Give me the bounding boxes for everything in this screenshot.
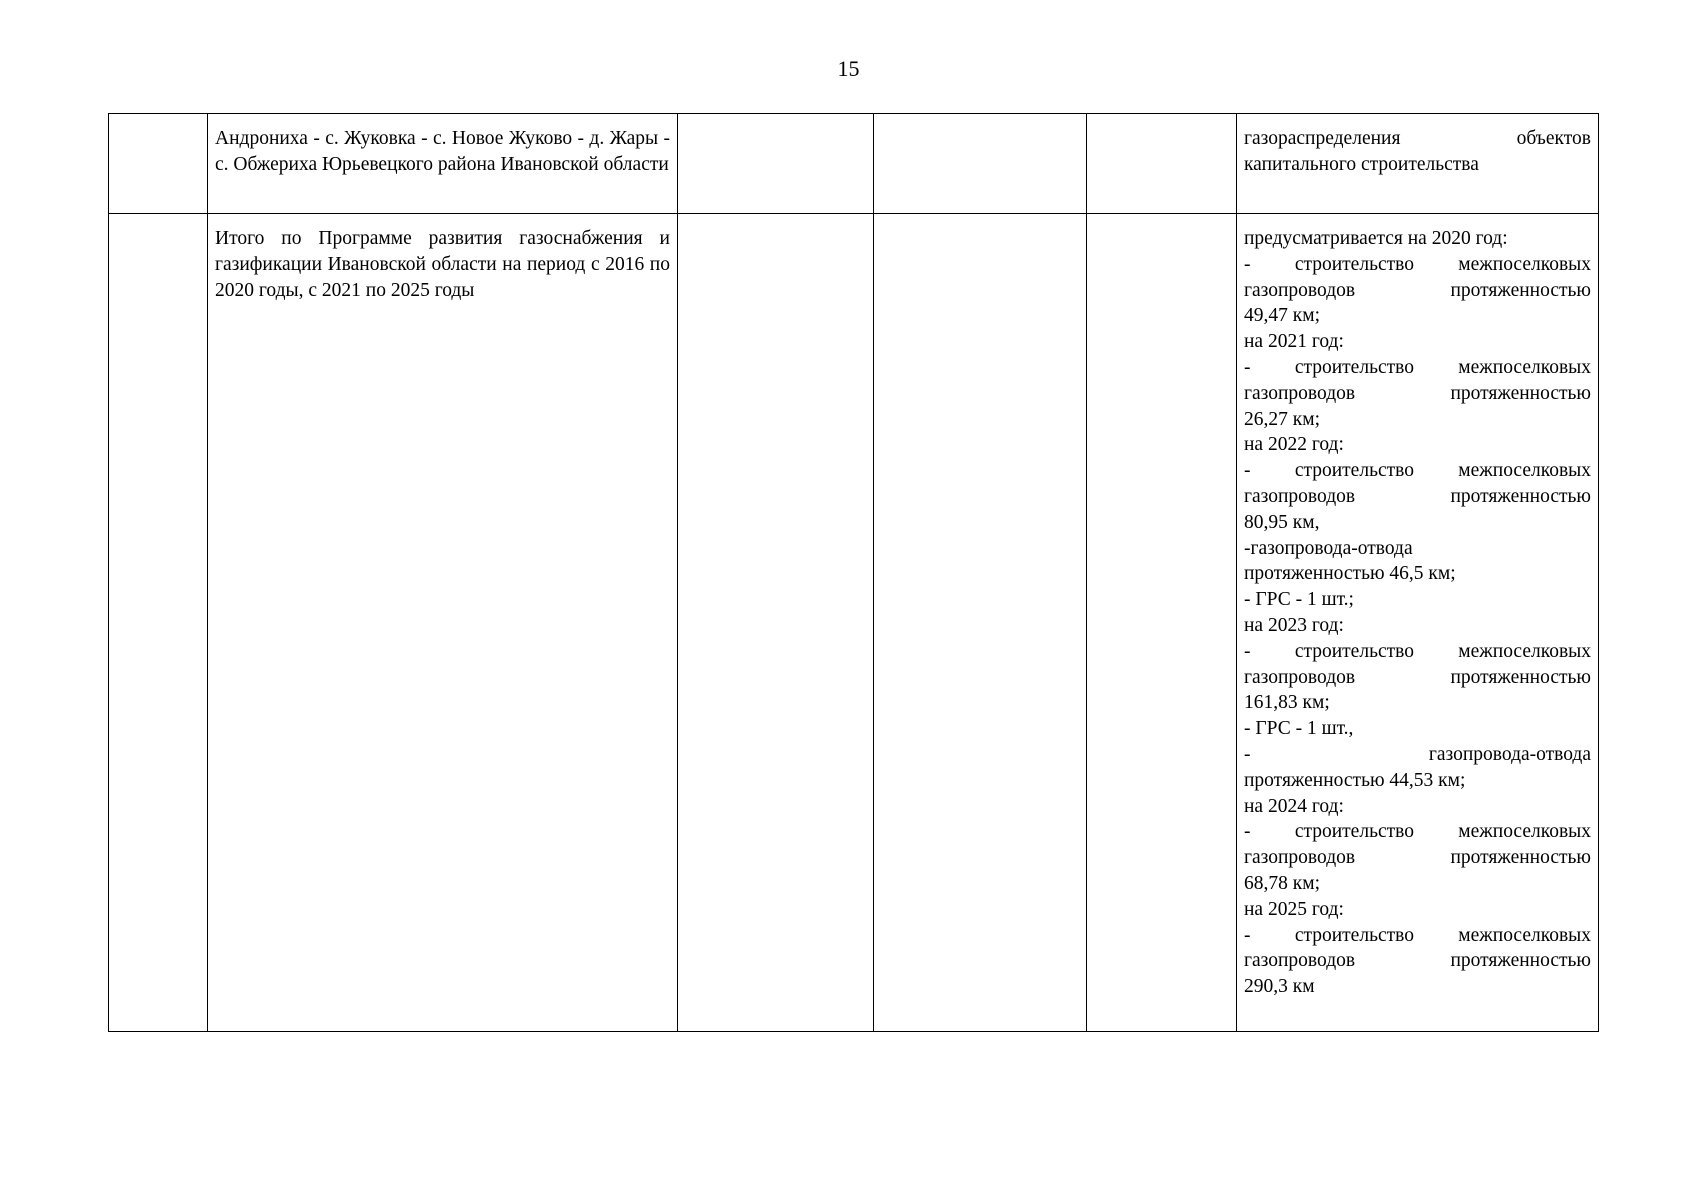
result-line: газопроводов протяженностью — [1244, 382, 1591, 404]
result-line: - строительство межпоселковых — [1244, 924, 1591, 946]
result-line: протяженностью 46,5 км; — [1244, 563, 1456, 585]
cell-result — [1237, 214, 1599, 1032]
result-line: - строительство межпоселковых — [1244, 356, 1591, 378]
result-line: 161,83 км; — [1244, 692, 1330, 714]
result-line: 26,27 км; — [1244, 408, 1320, 430]
result-line: газораспределения объектов — [1244, 128, 1591, 149]
result-line: на 2024 год: — [1244, 795, 1344, 817]
result-line: на 2022 год: — [1244, 434, 1344, 456]
result-line: 80,95 км, — [1244, 511, 1320, 533]
page-number: 15 — [837, 56, 860, 81]
result-line: газопроводов протяженностью — [1244, 950, 1591, 972]
cell-col-5 — [1087, 214, 1237, 1032]
result-line: газопроводов протяженностью — [1244, 485, 1591, 507]
result-line: протяженностью 44,53 км; — [1244, 769, 1466, 791]
result-line: 68,78 км; — [1244, 872, 1320, 894]
result-line: на 2021 год: — [1244, 331, 1344, 353]
result-line: - газопровода-отвода — [1244, 743, 1591, 765]
cell-object-name: Итого по Программе развития газоснабжения и газификации Ивановской области на период с 2016 по 2020 годы, с 2021 по 2025 годы — [208, 214, 678, 1032]
result-line: предусматривается на 2020 год: — [1244, 228, 1508, 249]
result-line: - ГРС - 1 шт., — [1244, 718, 1354, 740]
result-line: - строительство межпоселковых — [1244, 821, 1591, 843]
result-line: капитального строительства — [1244, 153, 1479, 175]
table-row — [109, 114, 1599, 214]
result-line: - строительство межпоселковых — [1244, 460, 1591, 482]
result-line: - ГРС - 1 шт.; — [1244, 589, 1354, 611]
table-row — [109, 214, 1599, 1032]
result-line: - строительство межпоселковых — [1244, 253, 1591, 275]
result-line: газопроводов протяженностью — [1244, 847, 1591, 869]
result-line: на 2025 год: — [1244, 898, 1344, 920]
cell-col-3 — [678, 114, 874, 214]
cell-number — [109, 214, 208, 1032]
result-line: - строительство межпоселковых — [1244, 640, 1591, 662]
result-line: -газопровода-отвода — [1244, 537, 1413, 559]
result-line: на 2023 год: — [1244, 614, 1344, 636]
cell-object-name: Андрониха - с. Жуковка - с. Новое Жуково - д. Жары - с. Обжериха Юрьевецкого района Ивановской области — [208, 114, 678, 214]
result-line: 49,47 км; — [1244, 305, 1320, 327]
cell-col-4 — [874, 114, 1087, 214]
cell-number — [109, 114, 208, 214]
result-line: газопроводов протяженностью — [1244, 279, 1591, 301]
cell-col-5 — [1087, 114, 1237, 214]
cell-col-3 — [678, 214, 874, 1032]
cell-col-4 — [874, 214, 1087, 1032]
result-line: 290,3 км — [1244, 976, 1315, 998]
result-line: газопроводов протяженностью — [1244, 666, 1591, 688]
cell-result — [1237, 114, 1599, 214]
program-table — [108, 113, 1599, 1032]
